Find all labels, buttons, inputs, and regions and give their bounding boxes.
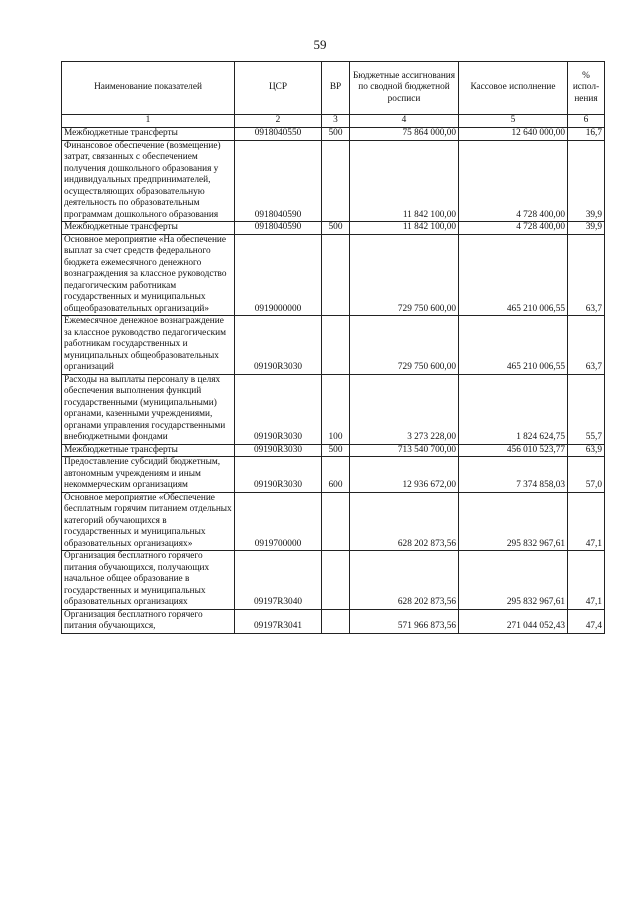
row-budget: 729 750 600,00 [350,316,459,375]
row-budget: 12 936 672,00 [350,457,459,493]
row-percent: 55,7 [568,374,605,444]
header-csr: ЦСР [235,62,322,115]
table-row [62,609,605,633]
row-percent: 39,9 [568,140,605,222]
row-percent: 63,7 [568,234,605,316]
row-name: Межбюджетные трансферты [62,222,235,235]
row-percent: 63,9 [568,444,605,457]
row-name: Организация бесплатного горячего питания обучающихся, [62,609,235,633]
row-vr: 500 [322,222,350,235]
row-csr: 09190R3030 [235,374,322,444]
page-number: 59 [313,37,327,52]
header-cash: Кассовое исполнение [459,62,568,115]
header-name: Наименование показателей [62,62,235,115]
row-cash: 465 210 006,55 [459,316,568,375]
row-csr: 09190R3030 [235,444,322,457]
row-name: Предоставление субсидий бюджетным, автономным учреждениям и иным некоммерческим организациям [62,457,235,493]
column-number: 2 [235,115,322,128]
row-budget: 628 202 873,56 [350,492,459,551]
row-budget: 628 202 873,56 [350,551,459,610]
header-budget: Бюджетные ассигнования по сводной бюджетной росписи [350,62,459,115]
row-csr: 0919700000 [235,492,322,551]
row-vr: 500 [322,128,350,141]
row-budget: 729 750 600,00 [350,234,459,316]
table-row [62,140,605,222]
table-row [62,374,605,444]
table-row [62,457,605,493]
row-name: Межбюджетные трансферты [62,444,235,457]
row-vr [322,234,350,316]
table-row [62,128,605,141]
column-number: 4 [350,115,459,128]
row-csr: 0918040550 [235,128,322,141]
row-csr: 0918040590 [235,222,322,235]
budget-execution-table [61,61,605,634]
row-cash: 7 374 858,03 [459,457,568,493]
row-csr: 09190R3030 [235,316,322,375]
row-cash: 295 832 967,61 [459,492,568,551]
row-cash: 4 728 400,00 [459,140,568,222]
column-number: 1 [62,115,235,128]
row-cash: 456 010 523,77 [459,444,568,457]
row-vr [322,316,350,375]
row-budget: 11 842 100,00 [350,222,459,235]
row-vr [322,551,350,610]
row-name: Основное мероприятие «На обеспечение выплат за счет средств федерального бюджета ежемесячного денежного вознаграждения за классное руководство педагогическим работникам государственных и муниципальных общеобразовательных организаций» [62,234,235,316]
header-vr: ВР [322,62,350,115]
table-row [62,234,605,316]
row-vr [322,140,350,222]
row-budget: 11 842 100,00 [350,140,459,222]
row-cash: 12 640 000,00 [459,128,568,141]
header-percent: % испол-нения [568,62,605,115]
column-number: 6 [568,115,605,128]
row-cash: 1 824 624,75 [459,374,568,444]
row-percent: 63,7 [568,316,605,375]
row-budget: 75 864 000,00 [350,128,459,141]
table-row [62,492,605,551]
row-csr: 0919000000 [235,234,322,316]
table-row [62,316,605,375]
row-name: Расходы на выплаты персоналу в целях обеспечения выполнения функций государственными (муниципальными) органами, казенными учреждениями, органами управления государственными внебюджетными фондами [62,374,235,444]
row-cash: 271 044 052,43 [459,609,568,633]
row-cash: 295 832 967,61 [459,551,568,610]
row-vr: 500 [322,444,350,457]
row-vr: 100 [322,374,350,444]
table-header-row [62,62,605,115]
table-row [62,444,605,457]
row-cash: 465 210 006,55 [459,234,568,316]
row-vr: 600 [322,457,350,493]
row-percent: 39,9 [568,222,605,235]
column-number: 5 [459,115,568,128]
row-vr [322,492,350,551]
row-name: Организация бесплатного горячего питания обучающихся, получающих начальное общее образование в государственных и муниципальных образовательных организациях [62,551,235,610]
row-budget: 571 966 873,56 [350,609,459,633]
row-percent: 47,1 [568,551,605,610]
row-csr: 09197R3041 [235,609,322,633]
row-budget: 3 273 228,00 [350,374,459,444]
row-percent: 47,1 [568,492,605,551]
row-name: Ежемесячное денежное вознаграждение за классное руководство педагогическим работникам государственных и муниципальных общеобразовательных организаций [62,316,235,375]
column-number-row [62,115,605,128]
row-name: Финансовое обеспечение (возмещение) затрат, связанных с обеспечением получения дошкольного образования у индивидуальных предпринимателей, осуществляющих образовательную деятельность по образовательным программам дошкольного образования [62,140,235,222]
row-cash: 4 728 400,00 [459,222,568,235]
row-name: Основное мероприятие «Обеспечение бесплатным горячим питанием отдельных категорий обучающихся в государственных и муниципальных образовательных организациях» [62,492,235,551]
row-budget: 713 540 700,00 [350,444,459,457]
row-percent: 47,4 [568,609,605,633]
row-csr: 09190R3030 [235,457,322,493]
column-number: 3 [322,115,350,128]
table-row [62,551,605,610]
row-name: Межбюджетные трансферты [62,128,235,141]
table-row [62,222,605,235]
row-percent: 16,7 [568,128,605,141]
row-csr: 09197R3040 [235,551,322,610]
row-vr [322,609,350,633]
row-csr: 0918040590 [235,140,322,222]
row-percent: 57,0 [568,457,605,493]
